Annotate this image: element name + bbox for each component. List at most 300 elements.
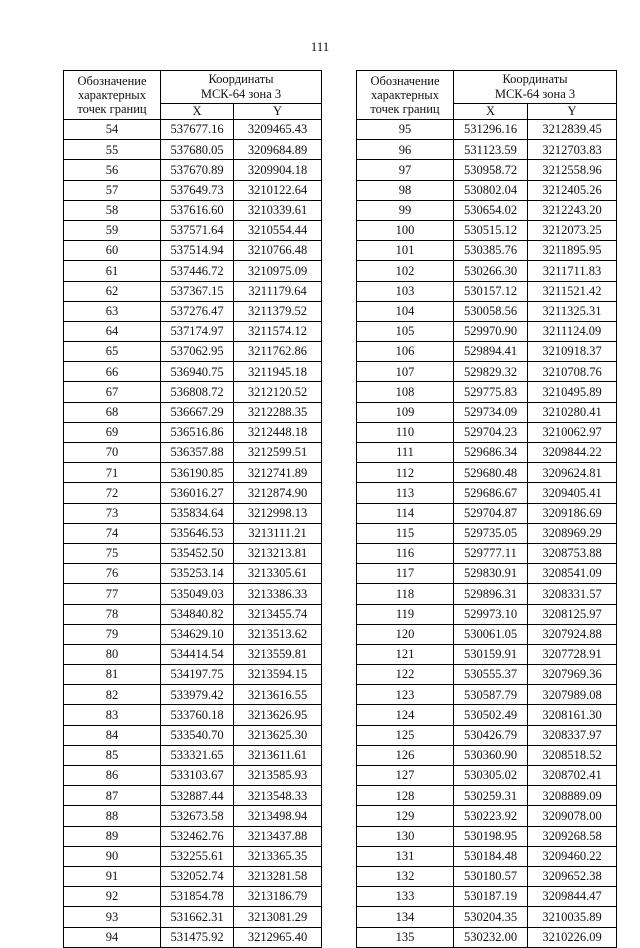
point-number-cell: 69 <box>64 422 161 442</box>
table-row <box>357 321 617 341</box>
table-row <box>357 564 617 584</box>
x-coordinate-cell: 531296.16 <box>454 120 528 140</box>
table-row <box>357 200 617 220</box>
table-row <box>357 806 617 826</box>
x-coordinate-cell: 529777.11 <box>454 543 528 563</box>
y-coordinate-cell: 3210226.09 <box>528 927 617 947</box>
point-number-cell: 112 <box>357 463 454 483</box>
point-number-cell: 76 <box>64 564 161 584</box>
table-row <box>357 463 617 483</box>
table-row <box>357 382 617 402</box>
table-row <box>357 624 617 644</box>
point-label-line-1: Обозначение <box>77 74 147 88</box>
point-number-cell: 80 <box>64 644 161 664</box>
x-coordinate-cell: 534197.75 <box>161 665 234 685</box>
table-row <box>64 786 322 806</box>
y-coordinate-cell: 3213437.88 <box>234 826 322 846</box>
y-coordinate-cell: 3212741.89 <box>234 463 322 483</box>
point-number-cell: 129 <box>357 806 454 826</box>
x-coordinate-cell: 537062.95 <box>161 342 234 362</box>
point-number-cell: 56 <box>64 160 161 180</box>
y-coordinate-cell: 3213081.29 <box>234 907 322 927</box>
y-coordinate-cell: 3213548.33 <box>234 786 322 806</box>
point-number-cell: 92 <box>64 887 161 907</box>
x-coordinate-cell: 535834.64 <box>161 503 234 523</box>
point-number-cell: 111 <box>357 443 454 463</box>
x-coordinate-cell: 529896.31 <box>454 584 528 604</box>
coords-label-line-1: Координаты <box>208 71 274 86</box>
point-number-cell: 98 <box>357 180 454 200</box>
table-row <box>64 220 322 240</box>
y-coordinate-cell: 3212405.26 <box>528 180 617 200</box>
x-coordinate-cell: 529973.10 <box>454 604 528 624</box>
point-number-cell: 83 <box>64 705 161 725</box>
y-coordinate-cell: 3210766.48 <box>234 241 322 261</box>
y-coordinate-cell: 3212998.13 <box>234 503 322 523</box>
point-number-cell: 85 <box>64 745 161 765</box>
y-coordinate-cell: 3208337.97 <box>528 725 617 745</box>
y-coordinate-cell: 3209844.22 <box>528 443 617 463</box>
table-row <box>64 200 322 220</box>
y-coordinate-cell: 3211945.18 <box>234 362 322 382</box>
y-coordinate-cell: 3209465.43 <box>234 120 322 140</box>
coordinates-table-right <box>356 70 617 948</box>
table-row <box>64 261 322 281</box>
table-row <box>357 261 617 281</box>
point-number-cell: 93 <box>64 907 161 927</box>
y-coordinate-cell: 3212703.83 <box>528 140 617 160</box>
table-row <box>64 624 322 644</box>
y-coordinate-cell: 3213386.33 <box>234 584 322 604</box>
x-coordinate-cell: 530802.04 <box>454 180 528 200</box>
x-coordinate-cell: 536808.72 <box>161 382 234 402</box>
table-row <box>64 120 322 140</box>
point-number-cell: 64 <box>64 321 161 341</box>
x-coordinate-cell: 529686.67 <box>454 483 528 503</box>
y-coordinate-cell: 3210975.09 <box>234 261 322 281</box>
point-number-cell: 65 <box>64 342 161 362</box>
point-number-cell: 121 <box>357 644 454 664</box>
y-coordinate-cell: 3208518.52 <box>528 745 617 765</box>
point-number-cell: 63 <box>64 301 161 321</box>
table-row <box>357 685 617 705</box>
table-row <box>64 402 322 422</box>
point-number-cell: 131 <box>357 846 454 866</box>
x-coordinate-cell: 530555.37 <box>454 665 528 685</box>
table-row <box>357 120 617 140</box>
point-number-cell: 61 <box>64 261 161 281</box>
point-number-cell: 102 <box>357 261 454 281</box>
point-label-line-2: характерных <box>371 88 439 102</box>
x-coordinate-cell: 530058.56 <box>454 301 528 321</box>
x-coordinate-cell: 534629.10 <box>161 624 234 644</box>
coords-label-line-1: Координаты <box>502 71 568 86</box>
y-coordinate-cell: 3210062.97 <box>528 422 617 442</box>
y-coordinate-cell: 3207728.91 <box>528 644 617 664</box>
table-row <box>64 806 322 826</box>
x-coordinate-cell: 530515.12 <box>454 220 528 240</box>
point-number-cell: 113 <box>357 483 454 503</box>
table-row <box>357 220 617 240</box>
table-row <box>64 745 322 765</box>
y-coordinate-cell: 3209844.47 <box>528 887 617 907</box>
point-number-cell: 106 <box>357 342 454 362</box>
table-row <box>64 342 322 362</box>
point-label-line-3: точек границ <box>370 102 440 116</box>
table-row <box>357 846 617 866</box>
x-coordinate-cell: 530157.12 <box>454 281 528 301</box>
point-label-line-3: точек границ <box>77 102 147 116</box>
table-row <box>64 705 322 725</box>
x-coordinate-cell: 536516.86 <box>161 422 234 442</box>
table-row <box>64 523 322 543</box>
table-row <box>357 665 617 685</box>
point-number-cell: 130 <box>357 826 454 846</box>
y-coordinate-cell: 3212965.40 <box>234 927 322 947</box>
point-number-cell: 120 <box>357 624 454 644</box>
point-number-cell: 99 <box>357 200 454 220</box>
point-number-cell: 77 <box>64 584 161 604</box>
y-coordinate-cell: 3209078.00 <box>528 806 617 826</box>
point-number-cell: 132 <box>357 866 454 886</box>
y-coordinate-cell: 3213513.62 <box>234 624 322 644</box>
table-row <box>357 927 617 947</box>
point-number-cell: 89 <box>64 826 161 846</box>
point-number-cell: 128 <box>357 786 454 806</box>
point-number-cell: 107 <box>357 362 454 382</box>
table-body-right <box>357 120 617 948</box>
table-row <box>357 584 617 604</box>
x-coordinate-cell: 531854.78 <box>161 887 234 907</box>
x-coordinate-cell: 537174.97 <box>161 321 234 341</box>
table-body-left <box>64 120 322 948</box>
point-number-cell: 88 <box>64 806 161 826</box>
point-number-cell: 55 <box>64 140 161 160</box>
y-coordinate-cell: 3207924.88 <box>528 624 617 644</box>
point-number-cell: 59 <box>64 220 161 240</box>
y-coordinate-cell: 3213616.55 <box>234 685 322 705</box>
y-coordinate-cell: 3213594.15 <box>234 665 322 685</box>
coords-label-line-2: МСК-64 зона 3 <box>494 86 576 101</box>
point-number-cell: 91 <box>64 866 161 886</box>
table-row <box>64 443 322 463</box>
y-coordinate-cell: 3209624.81 <box>528 463 617 483</box>
x-coordinate-cell: 537677.16 <box>161 120 234 140</box>
point-number-cell: 71 <box>64 463 161 483</box>
table-row <box>64 160 322 180</box>
point-number-cell: 82 <box>64 685 161 705</box>
x-coordinate-cell: 532052.74 <box>161 866 234 886</box>
x-coordinate-cell: 531123.59 <box>454 140 528 160</box>
point-number-cell: 94 <box>64 927 161 947</box>
x-coordinate-cell: 537571.64 <box>161 220 234 240</box>
point-number-cell: 114 <box>357 503 454 523</box>
point-number-cell: 57 <box>64 180 161 200</box>
x-coordinate-cell: 530232.00 <box>454 927 528 947</box>
y-coordinate-cell: 3211179.64 <box>234 281 322 301</box>
y-coordinate-cell: 3208161.30 <box>528 705 617 725</box>
y-coordinate-cell: 3212558.96 <box>528 160 617 180</box>
y-coordinate-cell: 3211325.31 <box>528 301 617 321</box>
y-coordinate-cell: 3210918.37 <box>528 342 617 362</box>
point-label-line-2: характерных <box>78 88 146 102</box>
y-coordinate-cell: 3212120.52 <box>234 382 322 402</box>
x-coordinate-cell: 530305.02 <box>454 766 528 786</box>
y-coordinate-cell: 3213111.21 <box>234 523 322 543</box>
x-coordinate-cell: 530502.49 <box>454 705 528 725</box>
x-coordinate-cell: 535452.50 <box>161 543 234 563</box>
table-row <box>64 584 322 604</box>
point-number-cell: 73 <box>64 503 161 523</box>
y-coordinate-cell: 3212243.20 <box>528 200 617 220</box>
x-coordinate-cell: 537367.15 <box>161 281 234 301</box>
y-coordinate-cell: 3213498.94 <box>234 806 322 826</box>
table-row <box>64 685 322 705</box>
x-coordinate-cell: 529734.09 <box>454 402 528 422</box>
point-number-cell: 90 <box>64 846 161 866</box>
y-coordinate-cell: 3208969.29 <box>528 523 617 543</box>
point-number-cell: 133 <box>357 887 454 907</box>
y-coordinate-cell: 3209460.22 <box>528 846 617 866</box>
y-coordinate-cell: 3209652.38 <box>528 866 617 886</box>
point-number-cell: 62 <box>64 281 161 301</box>
x-coordinate-cell: 530198.95 <box>454 826 528 846</box>
table-row <box>64 140 322 160</box>
y-coordinate-cell: 3207969.36 <box>528 665 617 685</box>
x-coordinate-cell: 537276.47 <box>161 301 234 321</box>
x-coordinate-cell: 534414.54 <box>161 644 234 664</box>
point-number-cell: 79 <box>64 624 161 644</box>
x-coordinate-cell: 531662.31 <box>161 907 234 927</box>
x-coordinate-cell: 536190.85 <box>161 463 234 483</box>
point-number-cell: 103 <box>357 281 454 301</box>
x-coordinate-cell: 529970.90 <box>454 321 528 341</box>
table-row <box>357 907 617 927</box>
table-row <box>357 826 617 846</box>
point-number-cell: 118 <box>357 584 454 604</box>
table-row <box>357 503 617 523</box>
point-number-cell: 104 <box>357 301 454 321</box>
point-number-cell: 70 <box>64 443 161 463</box>
x-header: X <box>454 103 528 119</box>
y-coordinate-cell: 3213611.61 <box>234 745 322 765</box>
table-row <box>357 866 617 886</box>
y-coordinate-cell: 3210122.64 <box>234 180 322 200</box>
point-number-cell: 134 <box>357 907 454 927</box>
y-coordinate-cell: 3208702.41 <box>528 766 617 786</box>
x-coordinate-cell: 533540.70 <box>161 725 234 745</box>
x-coordinate-cell: 530187.19 <box>454 887 528 907</box>
x-coordinate-cell: 530266.30 <box>454 261 528 281</box>
table-row <box>64 241 322 261</box>
point-number-cell: 127 <box>357 766 454 786</box>
x-coordinate-cell: 529735.05 <box>454 523 528 543</box>
x-header: X <box>161 103 234 119</box>
y-coordinate-cell: 3211762.86 <box>234 342 322 362</box>
table-row <box>357 745 617 765</box>
x-coordinate-cell: 530204.35 <box>454 907 528 927</box>
table-row <box>64 564 322 584</box>
y-coordinate-cell: 3212288.35 <box>234 402 322 422</box>
x-coordinate-cell: 530180.57 <box>454 866 528 886</box>
point-number-cell: 68 <box>64 402 161 422</box>
y-coordinate-cell: 3208541.09 <box>528 564 617 584</box>
x-coordinate-cell: 537446.72 <box>161 261 234 281</box>
y-coordinate-cell: 3209684.89 <box>234 140 322 160</box>
y-coordinate-cell: 3209904.18 <box>234 160 322 180</box>
point-label-header <box>357 71 454 120</box>
y-coordinate-cell: 3210280.41 <box>528 402 617 422</box>
point-number-cell: 84 <box>64 725 161 745</box>
table-row <box>64 180 322 200</box>
y-coordinate-cell: 3213585.93 <box>234 766 322 786</box>
point-number-cell: 125 <box>357 725 454 745</box>
x-coordinate-cell: 534840.82 <box>161 604 234 624</box>
point-number-cell: 105 <box>357 321 454 341</box>
x-coordinate-cell: 529680.48 <box>454 463 528 483</box>
x-coordinate-cell: 530159.91 <box>454 644 528 664</box>
x-coordinate-cell: 537616.60 <box>161 200 234 220</box>
x-coordinate-cell: 531475.92 <box>161 927 234 947</box>
x-coordinate-cell: 536667.29 <box>161 402 234 422</box>
point-label-line-1: Обозначение <box>370 74 440 88</box>
x-coordinate-cell: 532673.58 <box>161 806 234 826</box>
y-coordinate-cell: 3210495.89 <box>528 382 617 402</box>
coordinates-table-left <box>63 70 322 948</box>
table-row <box>64 604 322 624</box>
y-coordinate-cell: 3208331.57 <box>528 584 617 604</box>
table-row <box>64 665 322 685</box>
table-row <box>357 483 617 503</box>
point-number-cell: 81 <box>64 665 161 685</box>
y-coordinate-cell: 3213281.58 <box>234 866 322 886</box>
table-row <box>64 362 322 382</box>
table-row <box>357 523 617 543</box>
table-row <box>357 342 617 362</box>
table-row <box>64 907 322 927</box>
y-coordinate-cell: 3213213.81 <box>234 543 322 563</box>
x-coordinate-cell: 529704.87 <box>454 503 528 523</box>
table-row <box>357 180 617 200</box>
point-number-cell: 123 <box>357 685 454 705</box>
table-row <box>64 321 322 341</box>
y-coordinate-cell: 3208125.97 <box>528 604 617 624</box>
y-coordinate-cell: 3209186.69 <box>528 503 617 523</box>
x-coordinate-cell: 529829.32 <box>454 362 528 382</box>
table-row <box>357 402 617 422</box>
table-row <box>64 927 322 947</box>
y-coordinate-cell: 3212839.45 <box>528 120 617 140</box>
x-coordinate-cell: 533103.67 <box>161 766 234 786</box>
table-row <box>357 644 617 664</box>
x-coordinate-cell: 530654.02 <box>454 200 528 220</box>
table-row <box>357 443 617 463</box>
y-coordinate-cell: 3213186.79 <box>234 887 322 907</box>
table-row <box>64 301 322 321</box>
table-row <box>357 301 617 321</box>
point-number-cell: 117 <box>357 564 454 584</box>
x-coordinate-cell: 533760.18 <box>161 705 234 725</box>
y-coordinate-cell: 3210708.76 <box>528 362 617 382</box>
table-row <box>357 543 617 563</box>
x-coordinate-cell: 529686.34 <box>454 443 528 463</box>
table-row <box>64 644 322 664</box>
point-number-cell: 119 <box>357 604 454 624</box>
point-number-cell: 87 <box>64 786 161 806</box>
y-coordinate-cell: 3212448.18 <box>234 422 322 442</box>
y-coordinate-cell: 3208753.88 <box>528 543 617 563</box>
table-row <box>64 725 322 745</box>
table-row <box>64 866 322 886</box>
x-coordinate-cell: 530259.31 <box>454 786 528 806</box>
x-coordinate-cell: 529704.23 <box>454 422 528 442</box>
table-row <box>64 766 322 786</box>
x-coordinate-cell: 530958.72 <box>454 160 528 180</box>
x-coordinate-cell: 530061.05 <box>454 624 528 644</box>
y-coordinate-cell: 3208889.09 <box>528 786 617 806</box>
y-coordinate-cell: 3212073.25 <box>528 220 617 240</box>
table-row <box>357 725 617 745</box>
y-coordinate-cell: 3213559.81 <box>234 644 322 664</box>
x-coordinate-cell: 533321.65 <box>161 745 234 765</box>
point-number-cell: 72 <box>64 483 161 503</box>
y-coordinate-cell: 3211379.52 <box>234 301 322 321</box>
point-number-cell: 86 <box>64 766 161 786</box>
y-coordinate-cell: 3213626.95 <box>234 705 322 725</box>
coords-label-line-2: МСК-64 зона 3 <box>200 86 282 101</box>
table-row <box>64 543 322 563</box>
y-coordinate-cell: 3213625.30 <box>234 725 322 745</box>
point-number-cell: 126 <box>357 745 454 765</box>
point-number-cell: 74 <box>64 523 161 543</box>
x-coordinate-cell: 536016.27 <box>161 483 234 503</box>
x-coordinate-cell: 533979.42 <box>161 685 234 705</box>
point-number-cell: 116 <box>357 543 454 563</box>
point-number-cell: 115 <box>357 523 454 543</box>
point-number-cell: 78 <box>64 604 161 624</box>
table-row <box>357 766 617 786</box>
point-label-header <box>64 71 161 120</box>
x-coordinate-cell: 537670.89 <box>161 160 234 180</box>
y-coordinate-cell: 3212874.90 <box>234 483 322 503</box>
table-row <box>357 140 617 160</box>
x-coordinate-cell: 536940.75 <box>161 362 234 382</box>
table-row <box>357 241 617 261</box>
table-row <box>64 887 322 907</box>
y-coordinate-cell: 3210339.61 <box>234 200 322 220</box>
table-row <box>64 826 322 846</box>
x-coordinate-cell: 535253.14 <box>161 564 234 584</box>
x-coordinate-cell: 529894.41 <box>454 342 528 362</box>
x-coordinate-cell: 530426.79 <box>454 725 528 745</box>
point-number-cell: 110 <box>357 422 454 442</box>
table-row <box>64 503 322 523</box>
x-coordinate-cell: 537649.73 <box>161 180 234 200</box>
point-number-cell: 96 <box>357 140 454 160</box>
point-number-cell: 60 <box>64 241 161 261</box>
point-number-cell: 95 <box>357 120 454 140</box>
point-number-cell: 67 <box>64 382 161 402</box>
x-coordinate-cell: 532255.61 <box>161 846 234 866</box>
table-row <box>357 281 617 301</box>
x-coordinate-cell: 530587.79 <box>454 685 528 705</box>
point-number-cell: 122 <box>357 665 454 685</box>
point-number-cell: 58 <box>64 200 161 220</box>
y-coordinate-cell: 3213365.35 <box>234 846 322 866</box>
table-row <box>357 422 617 442</box>
point-number-cell: 54 <box>64 120 161 140</box>
y-header: Y <box>234 103 322 119</box>
